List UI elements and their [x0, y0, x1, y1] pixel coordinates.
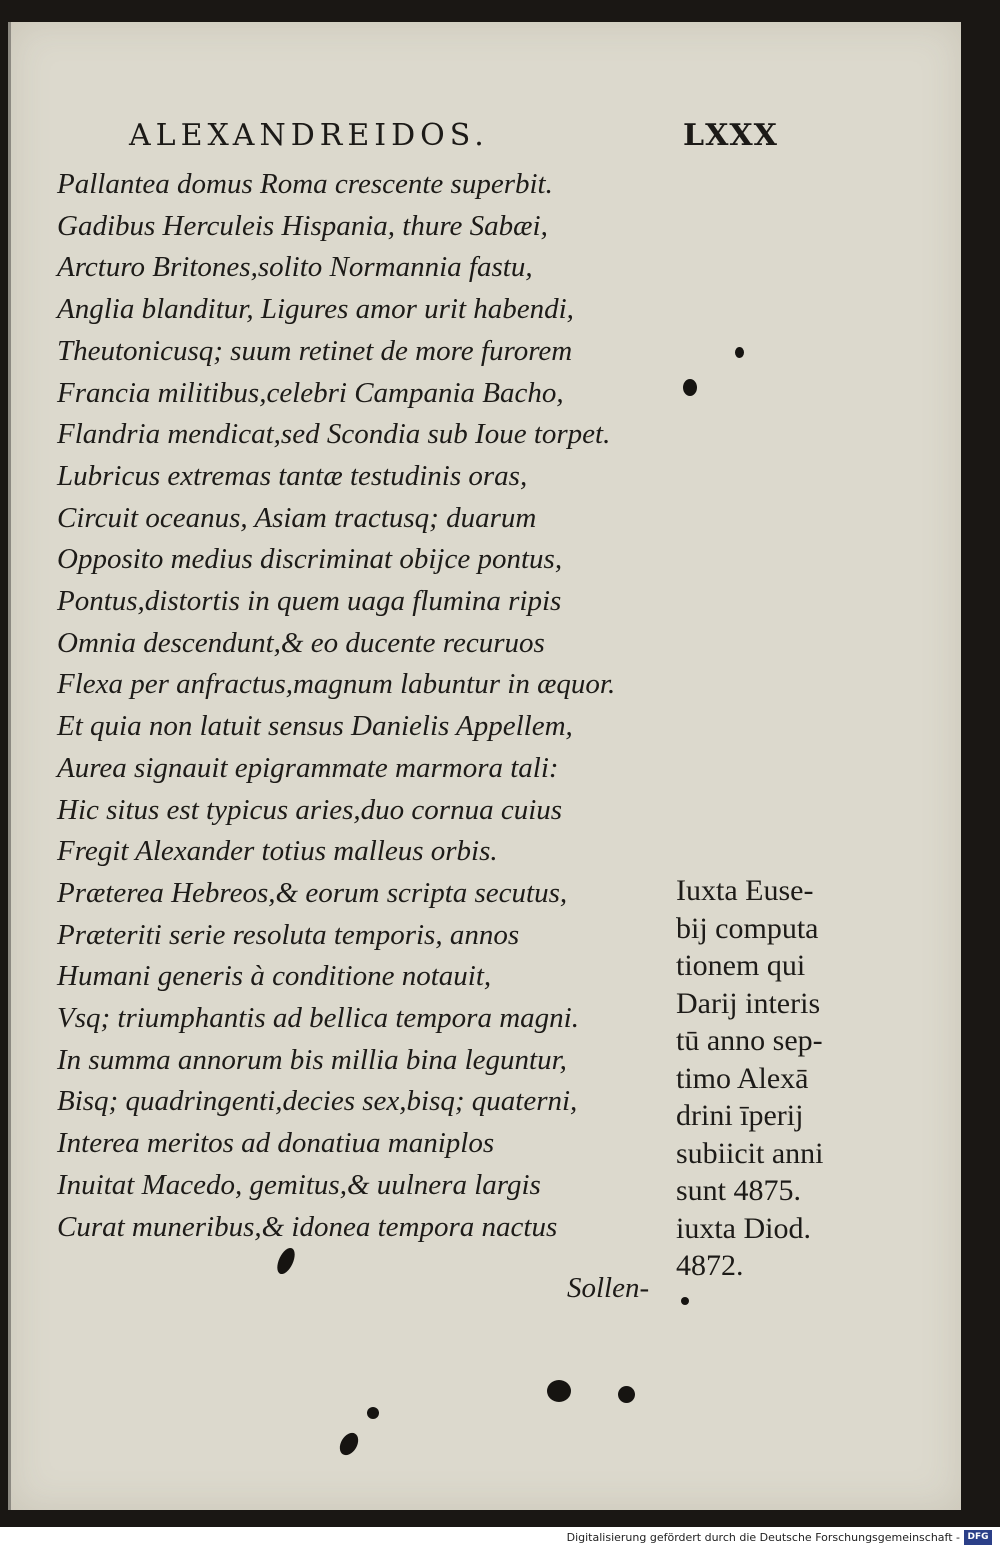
verse-line: Circuit oceanus, Asiam tractusq; duarum: [57, 501, 537, 534]
verse-line: In summa annorum bis millia bina leguntur,: [57, 1043, 567, 1076]
ink-blot: [618, 1386, 635, 1403]
verse-line: Vsq; triumphantis ad bellica tempora magni.: [57, 1002, 579, 1035]
marginal-note-line: sunt 4875.: [676, 1174, 802, 1207]
verse-line: Inuitat Macedo, gemitus,& uulnera largis: [57, 1168, 541, 1201]
verse-line: Pontus,distortis in quem uaga flumina ripis: [57, 585, 562, 618]
verse-line: Pallantea domus Roma crescente superbit.: [57, 168, 553, 200]
verse-line: Curat muneribus,& idonea tempora nactus: [57, 1210, 558, 1243]
marginal-note-line: Darij interis: [676, 986, 821, 1020]
dfg-logo: DFG: [964, 1530, 992, 1545]
verse-line: Præterea Hebreos,& eorum scripta secutus,: [57, 876, 568, 909]
verse-text-block: [57, 164, 697, 1248]
verse-line: Præteriti serie resoluta temporis, annos: [57, 918, 520, 951]
ink-blot: [274, 1245, 299, 1276]
running-head: ALEXANDREIDOS.: [129, 118, 489, 153]
verse-line: Bisq; quadringenti,decies sex,bisq; quaterni,: [57, 1085, 578, 1118]
funding-credit: Digitalisierung gefördert durch die Deutsche Forschungsgemeinschaft -: [566, 1531, 960, 1544]
verse-line: Francia militibus,celebri Campania Bacho,: [57, 376, 564, 409]
verse-line: Et quia non latuit sensus Danielis Appellem,: [57, 710, 573, 743]
marginal-note-line: drini īperij: [676, 1099, 804, 1132]
ink-blot: [367, 1407, 379, 1419]
verse-line: Interea meritos ad donatiua maniplos: [57, 1127, 495, 1160]
ink-blot: [681, 1297, 689, 1305]
verse-line: Hic situs est typicus aries,duo cornua cuius: [57, 793, 563, 826]
verse-line: Anglia blanditur, Ligures amor urit habendi,: [57, 293, 574, 326]
marginal-note: [676, 872, 886, 1285]
verse-line: Omnia descendunt,& eo ducente recuruos: [57, 626, 545, 659]
verse-line: Humani generis à conditione notauit,: [57, 960, 492, 993]
marginal-note-line: subiicit anni: [676, 1136, 824, 1170]
marginal-note-line: Iuxta Euse-: [676, 874, 814, 907]
verse-line: Lubricus extremas tantæ testudinis oras,: [57, 459, 528, 492]
verse-line: Opposito medius discriminat obijce pontus,: [57, 543, 563, 576]
folio-number: LXXX: [683, 118, 778, 153]
catchword: Sollen-: [567, 1272, 650, 1304]
verse-line: Aurea signauit epigrammate marmora tali:: [57, 751, 559, 784]
verse-line: Fregit Alexander totius malleus orbis.: [57, 835, 498, 868]
ink-blot: [735, 347, 744, 358]
verse-line: Flandria mendicat,sed Scondia sub Ioue torpet.: [57, 418, 611, 451]
verse-line: Arcturo Britones,solito Normannia fastu,: [57, 251, 533, 284]
marginal-note-line: bij computa: [676, 911, 819, 945]
verse-line: Theutonicusq; suum retinet de more furorem: [57, 334, 573, 367]
ink-blot: [683, 379, 697, 396]
digitization-footer: [0, 1527, 1000, 1549]
ink-blot: [336, 1430, 362, 1459]
marginal-note-line: tū anno sep-: [676, 1024, 823, 1057]
marginal-note-line: 4872.: [676, 1249, 744, 1282]
verse-line: Flexa per anfractus,magnum labuntur in æquor.: [57, 668, 616, 701]
marginal-note-line: iuxta Diod.: [676, 1211, 811, 1245]
marginal-note-line: tionem qui: [676, 949, 806, 982]
book-page: [8, 22, 961, 1510]
ink-blot: [547, 1380, 571, 1402]
marginal-note-line: timo Alexā: [676, 1061, 809, 1095]
verse-line: Gadibus Herculeis Hispania, thure Sabæi,: [57, 209, 548, 242]
